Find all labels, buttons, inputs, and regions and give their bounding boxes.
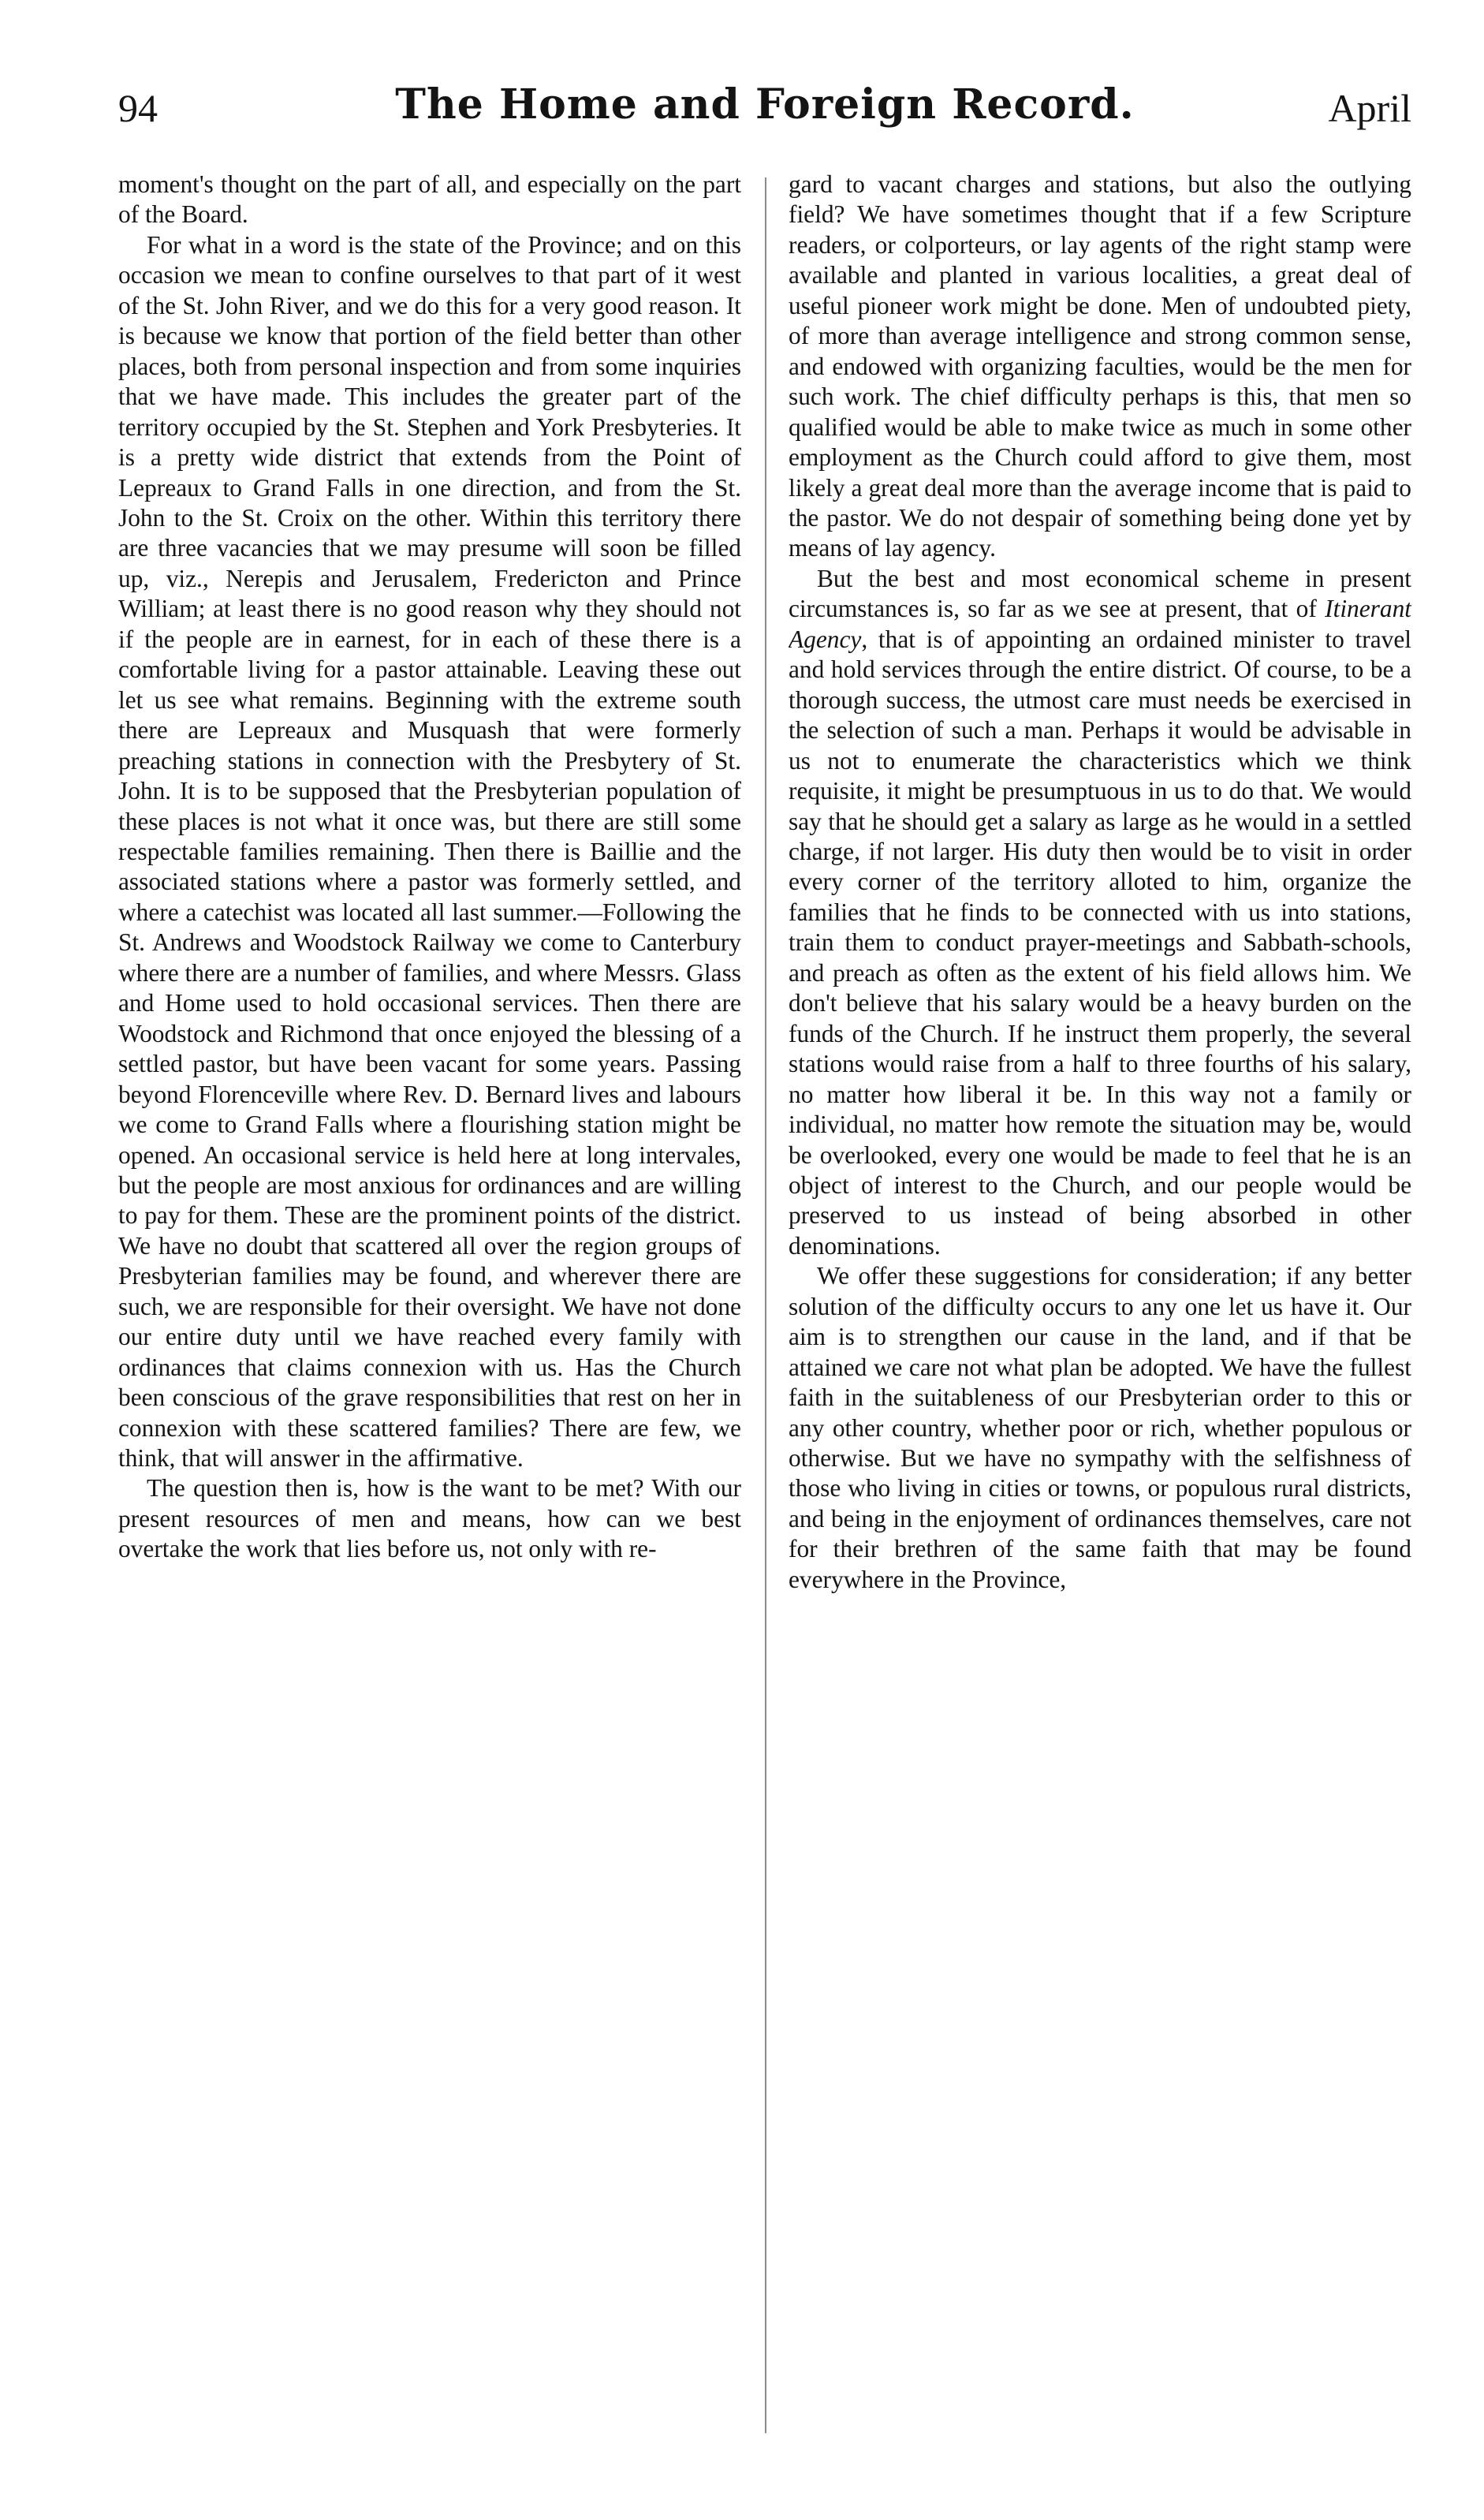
right-paragraph-2-start: But the best and most economical scheme in present circumstances is, so far as we see at present, that of [789,564,1411,623]
page-number: 94 [118,86,158,130]
itinerant-agency-emphasis: Itinerant Agency [789,595,1411,653]
right-paragraph-3: We offer these suggestions for consideration; if any better solution of the difficulty occurs to any one let us have it. Our aim is to strengthen our cause in the land, and if that be attained we care not what plan be adopted. We have the fullest faith in the suitableness of our Presbyterian order to this or any other country, whether poor or rich, whether populous or otherwise. But we have no sympathy with the selfishness of those who living in cities or towns, or populous rural districts, and being in the enjoyment of ordinances themselves, care not for their brethren of the same faith that may be found everywhere in the Province, [789,1262,1411,1593]
journal-title: The Home and Foreign Record. [395,80,1135,129]
text-columns [118,170,1411,2473]
right-paragraph-2-rest: , that is of appointing an ordained minister to travel and hold services through the entire district. Of course, to be a thorough success, the utmost care must needs be exercised in the selection of such a man. Perhaps it would be advisable in us not to enumerate the characteristics which we think requisite, it might be presumptuous in us to do that. We would say that he should get a salary as large as he would in a settled charge, if not larger. His duty then would be to visit in order every corner of the territory alloted to him, organize the families that he finds to be connected with us into stations, train them to conduct prayer-meetings and Sabbath-schools, and preach as often as the extent of his field allows him. We don't believe that his salary would be a heavy burden on the funds of the Church. If he instruct them properly, the several stations would raise from a half to three fourths of his salary, no matter how liberal it be. In this way not a family or individual, no matter how remote the situation may be, would be overlooked, every one would be made to feel that he is an object of interest to the Church, and our people would be preserved to us instead of being absorbed in other denominations. [789,625,1411,1260]
page [118,75,1411,2473]
left-paragraph-1: moment's thought on the part of all, and especially on the part of the Board. [118,170,741,229]
left-paragraph-2: For what in a word is the state of the Province; and on this occasion we mean to confine ourselves to that part of it west of the St. John River, and we do this for a very good reason. It is because we know that portion of the field better than other places, both from personal inspection and from some inquiries that we have made. This includes the greater part of the territory occupied by the St. Stephen and York Presbyteries. It is a pretty wide district that extends from the Point of Lepreaux to Grand Falls in one direction, and from the St. John to the St. Croix on the other. Within this territory there are three vacancies that we may presume will soon be filled up, viz., Nerepis and Jerusalem, Fredericton and Prince William; at least there is no good reason why they should not if the people are in earnest, for in each of these there is a comfortable living for a pastor attainable. Leaving these out let us see what remains. Beginning with the extreme south there are Lepreaux and Musquash that were formerly preaching stations in connection with the Presbytery of St. John. It is to be supposed that the Presbyterian population of these places is not what it once was, but there are still some respectable families remaining. Then there is Baillie and the associated stations where a pastor was formerly settled, and where a catechist was located all last summer.—Following the St. Andrews and Woodstock Railway we come to Canterbury where there are a number of families, and where Messrs. Glass and Home used to hold occasional services. Then there are Woodstock and Richmond that once enjoyed the blessing of a settled pastor, but have been vacant for some years. Passing beyond Florenceville where Rev. D. Bernard lives and labours we come to Grand Falls where a flourishing station might be opened. An occasional service is held here at long intervales, but the people are most anxious for ordinances and are willing to pay for them. These are the prominent points of the district. We have no doubt that scattered all over the region groups of Presbyterian families may be found, and wherever there are such, we are responsible for their oversight. We have not done our entire duty until we have reached every family with ordinances that claims connexion with us. Has the Church been conscious of the grave responsibilities that rest on her in connexion with these scattered families? There are few, we think, that will answer in the affirmative. [118,230,741,1473]
issue-month: April [1328,86,1411,130]
right-paragraph-1: gard to vacant charges and stations, but also the outlying field? We have sometimes thought that if a few Scripture readers, or colporteurs, or lay agents of the right stamp were available and planted in various localities, a great deal of useful pioneer work might be done. Men of undoubted piety, of more than average intelligence and strong common sense, and endowed with organizing faculties, would be the men for such work. The chief difficulty perhaps is this, that men so qualified would be able to make twice as much in some other employment as the Church could afford to give them, most likely a great deal more than the average income that is paid to the pastor. We do not despair of something being done yet by means of lay agency. [789,170,1411,562]
column-divider [765,177,766,2433]
right-paragraph-2 [789,564,1411,1261]
left-column [118,170,741,2473]
running-head [118,75,1411,146]
left-paragraph-3: The question then is, how is the want to be met? With our present resources of men and means, how can we best overtake the work that lies before us, not only with re- [118,1474,741,1563]
right-column [789,170,1411,2473]
